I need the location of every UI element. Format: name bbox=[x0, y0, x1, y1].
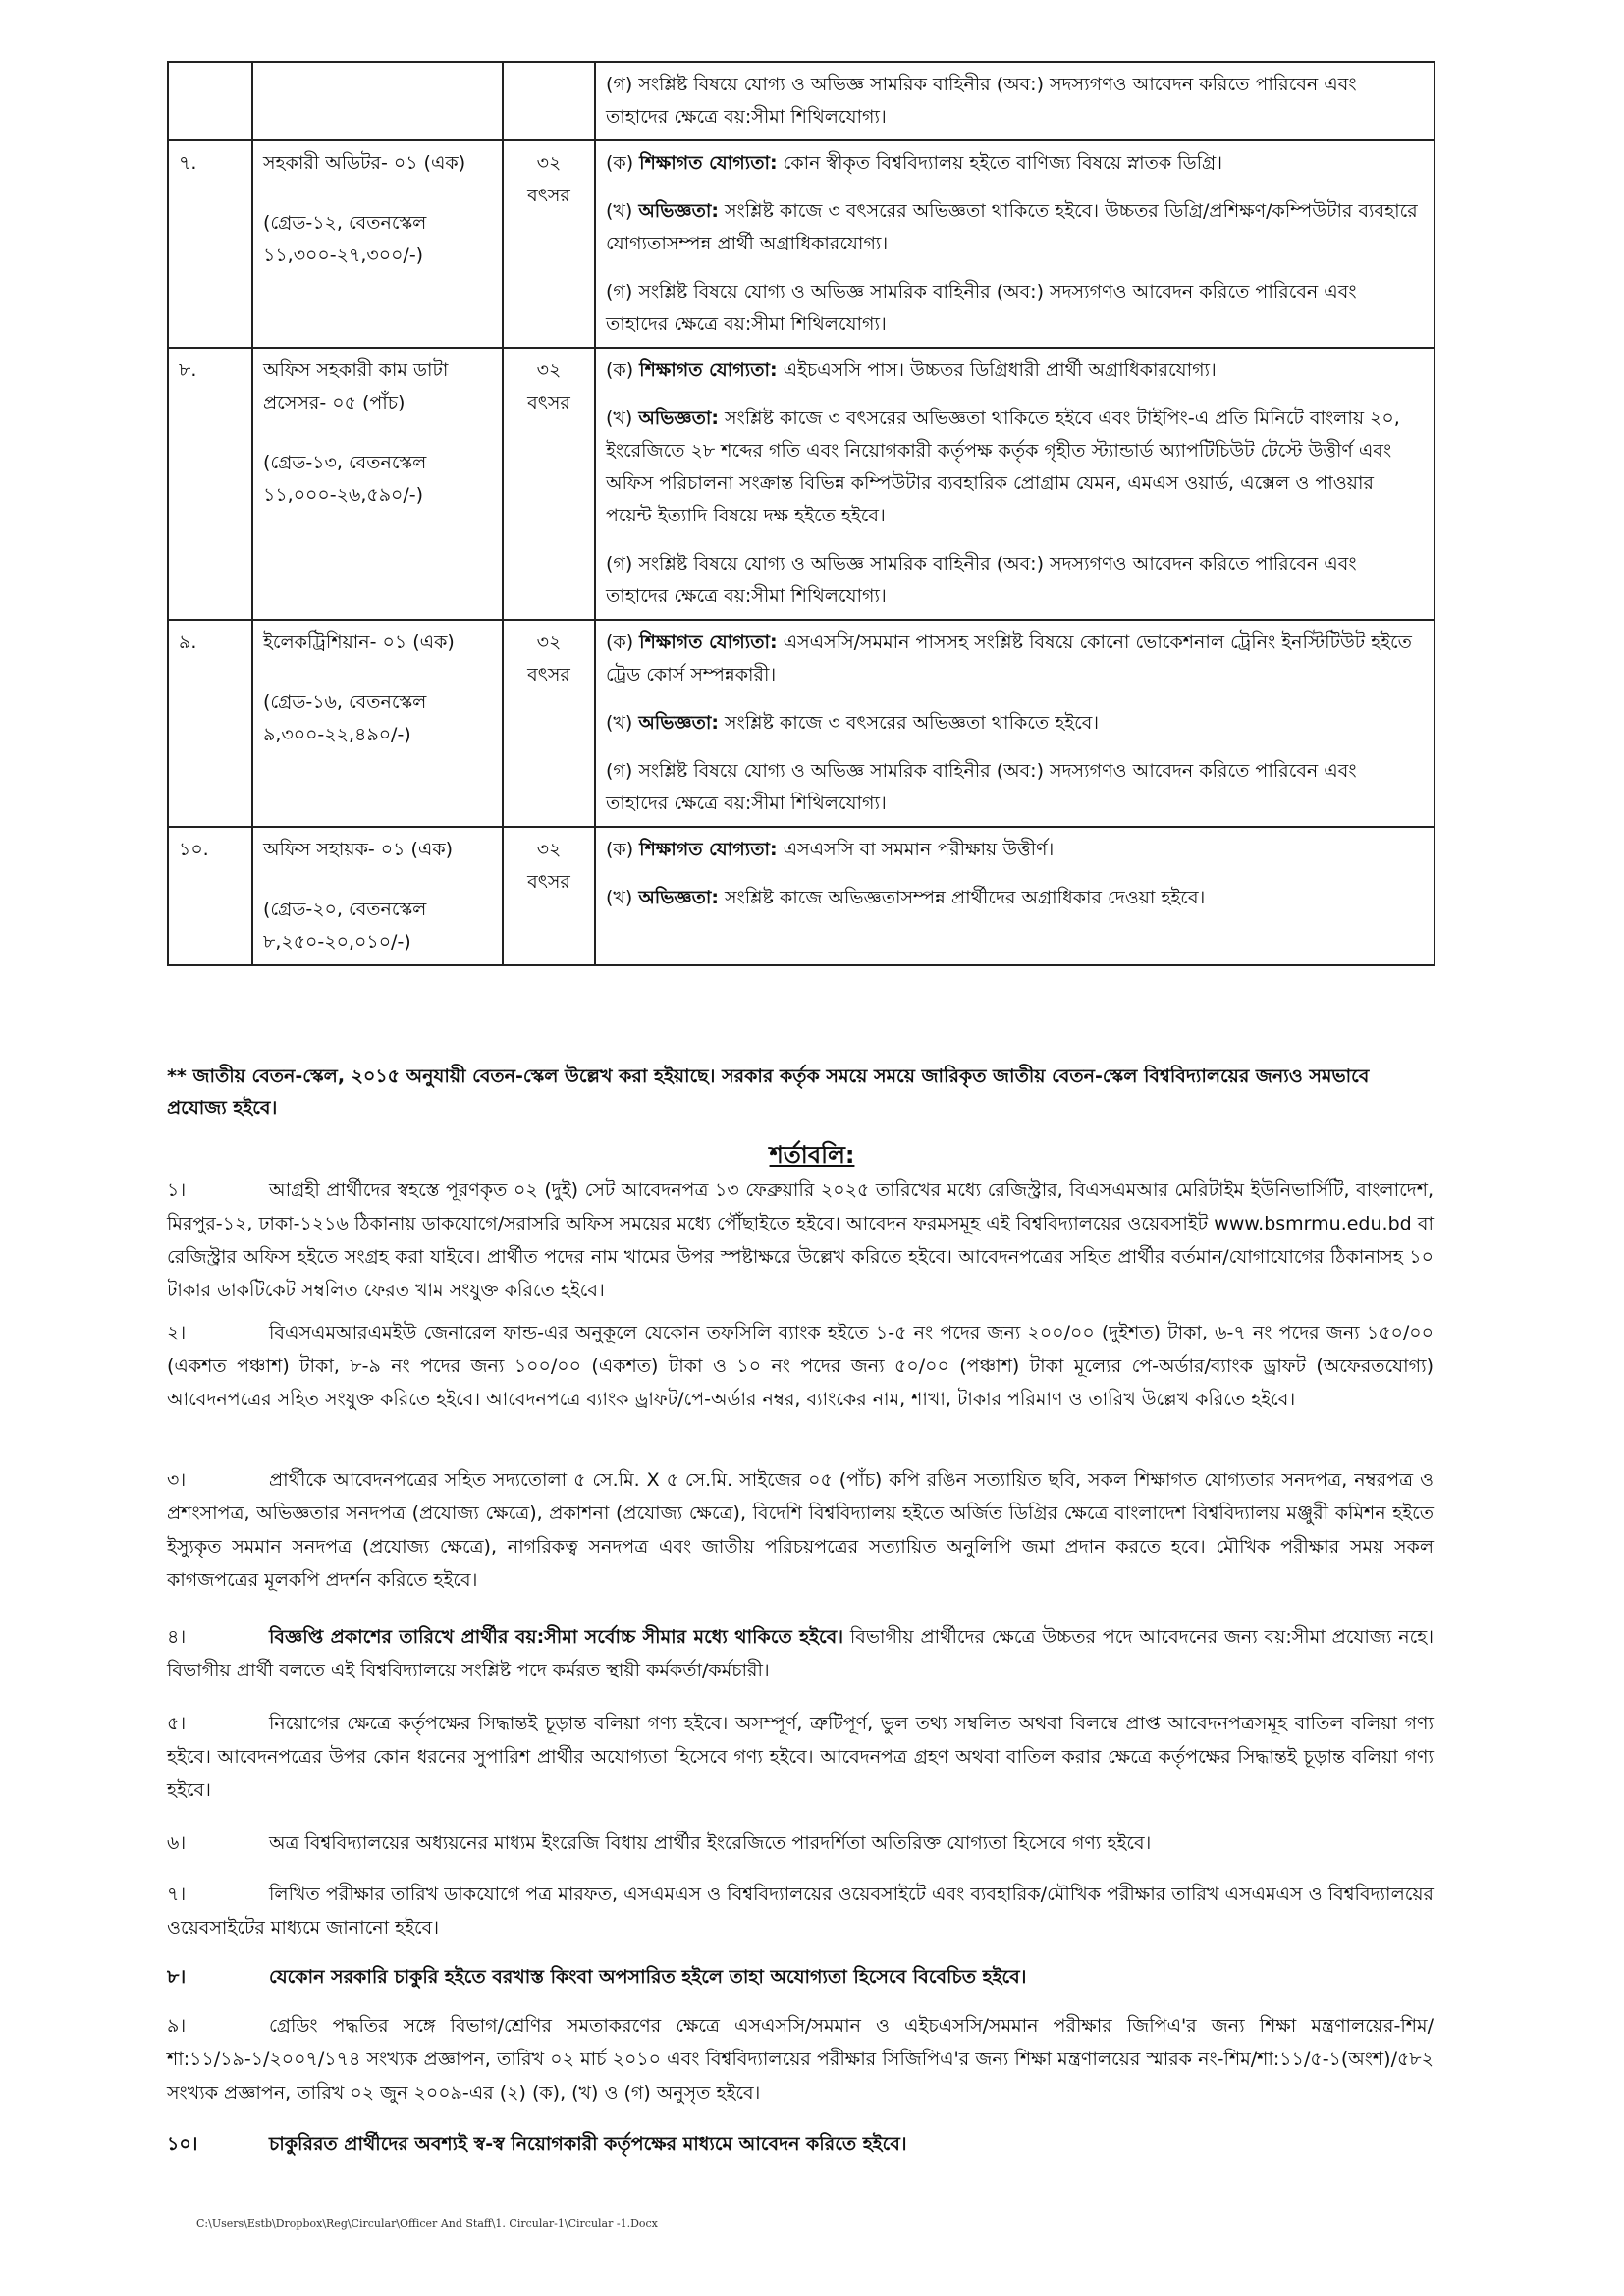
post-cell bbox=[252, 348, 503, 620]
age-cell bbox=[503, 62, 595, 140]
posts-table bbox=[167, 61, 1435, 966]
post-cell bbox=[252, 140, 503, 348]
requirement-text: (গ) সংশ্লিষ্ট বিষয়ে যোগ্য ও অভিজ্ঞ সামরিক বাহিনীর (অব:) সদস্যগণও আবেদন করিতে পারিবেন এবং তাহাদের ক্ষেত্রে বয়:সীমা শিথিলযোগ্য। bbox=[606, 281, 1357, 335]
requirement-text: (গ) সংশ্লিষ্ট বিষয়ে যোগ্য ও অভিজ্ঞ সামরিক বাহিনীর (অব:) সদস্যগণও আবেদন করিতে পারিবেন এবং তাহাদের ক্ষেত্রে বয়:সীমা শিথিলযোগ্য। bbox=[606, 553, 1357, 607]
file-path-footer: C:\Users\Estb\Dropbox\Reg\Circular\Officer And Staff\1. Circular-1\Circular -1.Docx bbox=[196, 2217, 658, 2230]
requirement-text: (ক) শিক্ষাগত যোগ্যতা: এসএসসি/সমমান পাসসহ সংশ্লিষ্ট বিষয়ে কোনো ভোকেশনাল ট্রেনিং ইনস্টিটিউট হইতে ট্রেড কোর্স সম্পন্নকারী। bbox=[606, 631, 1412, 685]
requirements-cell bbox=[595, 620, 1435, 827]
post-cell bbox=[252, 620, 503, 827]
post-title: ইলেকট্রিশিয়ান- ০১ (এক) bbox=[263, 631, 455, 653]
condition-number: ৭। bbox=[167, 1884, 187, 1905]
post-grade: (গ্রেড-১২, বেতনস্কেল ১১,৩০০-২৭,৩০০/-) bbox=[263, 212, 427, 266]
condition-9 bbox=[167, 2009, 1434, 2109]
table-row bbox=[168, 348, 1435, 620]
condition-7 bbox=[167, 1878, 1434, 1944]
requirements-cell bbox=[595, 62, 1435, 140]
condition-6 bbox=[167, 1827, 1434, 1860]
age-cell: ৩২ বৎসর bbox=[503, 827, 595, 965]
table-row bbox=[168, 62, 1435, 140]
condition-text: গ্রেডিং পদ্ধতির সঙ্গে বিভাগ/শ্রেণির সমতাকরণের ক্ষেত্রে এসএসসি/সমমান ও এইচএসসি/সমমান পরীক্ষার জিপিএ'র জন্য শিক্ষা মন্ত্রণালয়ের-শিম/শা:১১/১৯-১/২০০৭/১৭৪ সংখ্যক প্রজ্ঞাপন, তারিখ ০২ মার্চ ২০১০ এবং বিশ্ববিদ্যালয়ের পরীক্ষার সিজিপিএ'র জন্য শিক্ষা মন্ত্রণালয়ের স্মারক নং-শিম/শা:১১/৫-১(অংশ)/৫৮২ সংখ্যক প্রজ্ঞাপন, তারিখ ০২ জুন ২০০৯-এর (২) (ক), (খ) ও (গ) অনুসৃত হইবে। bbox=[167, 2015, 1434, 2104]
condition-number: ১০। bbox=[167, 2133, 198, 2155]
condition-text: বিএসএমআরএমইউ জেনারেল ফান্ড-এর অনুকূলে যেকোন তফসিলি ব্যাংক হইতে ১-৫ নং পদের জন্য ২০০/০০ (দুইশত) টাকা, ৬-৭ নং পদের জন্য ১৫০/০০ (একশত পঞ্চাশ) টাকা, ৮-৯ নং পদের জন্য ১০০/০০ (একশত) টাকা ও ১০ নং পদের জন্য ৫০/০০ (পঞ্চাশ) টাকা মূল্যের পে-অর্ডার/ব্যাংক ড্রাফট (অফেরতযোগ্য) আবেদনপত্রের সহিত সংযুক্ত করিতে হইবে। আবেদনপত্রে ব্যাংক ড্রাফট/পে-অর্ডার নম্বর, ব্যাংকের নাম, শাখা, টাকার পরিমাণ ও তারিখ উল্লেখ করিতে হইবে। bbox=[167, 1322, 1434, 1410]
requirement-text: (খ) অভিজ্ঞতা: সংশ্লিষ্ট কাজে ৩ বৎসরের অভিজ্ঞতা থাকিতে হইবে এবং টাইপিং-এ প্রতি মিনিটে বাংলায় ২০, ইংরেজিতে ২৮ শব্দের গতি এবং নিয়োগকারী কর্তৃপক্ষ কর্তৃক গৃহীত স্ট্যান্ডার্ড অ্যাপটিচিউট টেস্টে উত্তীর্ণ এবং অফিস পরিচালনা সংক্রান্ত বিভিন্ন কম্পিউটার ব্যবহারিক প্রোগ্রাম যেমন, এমএস ওয়ার্ড, এক্সেল ও পাওয়ার পয়েন্ট ইত্যাদি বিষয়ে দক্ষ হইতে হইবে। bbox=[606, 408, 1400, 526]
condition-text: যেকোন সরকারি চাকুরি হইতে বরখাস্ত কিংবা অপসারিত হইলে তাহা অযোগ্যতা হিসেবে বিবেচিত হইবে। bbox=[269, 1966, 1027, 1988]
post-title: অফিস সহকারী কাম ডাটা প্রসেসর- ০৫ (পাঁচ) bbox=[263, 359, 449, 413]
requirement-text: (গ) সংশ্লিষ্ট বিষয়ে যোগ্য ও অভিজ্ঞ সামরিক বাহিনীর (অব:) সদস্যগণও আবেদন করিতে পারিবেন এবং তাহাদের ক্ষেত্রে বয়:সীমা শিথিলযোগ্য। bbox=[606, 74, 1357, 128]
requirement-text: (ক) শিক্ষাগত যোগ্যতা: এসএসসি বা সমমান পরীক্ষায় উত্তীর্ণ। bbox=[606, 839, 1055, 860]
post-cell bbox=[252, 827, 503, 965]
pay-scale-note: ** জাতীয় বেতন-স্কেল, ২০১৫ অনুযায়ী বেতন-স্কেল উল্লেখ করা হইয়াছে। সরকার কর্তৃক সময়ে সময়ে জারিকৃত জাতীয় বেতন-স্কেল বিশ্ববিদ্যালয়ের জন্যও সমভাবে প্রযোজ্য হইবে। bbox=[167, 1066, 1370, 1119]
condition-text: অত্র বিশ্ববিদ্যালয়ের অধ্যয়নের মাধ্যম ইংরেজি বিধায় প্রার্থীর ইংরেজিতে পারদর্শিতা অতিরিক্ত যোগ্যতা হিসেবে গণ্য হইবে। bbox=[269, 1832, 1152, 1854]
condition-text: আগ্রহী প্রার্থীদের স্বহস্তে পূরণকৃত ০২ (দুই) সেট আবেদনপত্র ১৩ ফেব্রুয়ারি ২০২৫ তারিখের মধ্যে রেজিস্ট্রার, বিএসএমআর মেরিটাইম ইউনিভার্সিটি, বাংলাদেশ, মিরপুর-১২, ঢাকা-১২১৬ ঠিকানায় ডাকযোগে/সরাসরি অফিস সময়ের মধ্যে পৌঁছাইতে হইবে। আবেদন ফরমসমূহ এই বিশ্ববিদ্যালয়ের ওয়েবসাইট www.bsmrmu.edu.bd বা রেজিস্ট্রার অফিস হইতে সংগ্রহ করা যাইবে। প্রার্থীত পদের নাম খামের উপর স্পষ্টাক্ষরে উল্লেখ করিতে হইবে। আবেদনপত্রের সহিত প্রার্থীর বর্তমান/যোগাযোগের ঠিকানাসহ ১০ টাকার ডাকটিকেট সম্বলিত ফেরত খাম সংযুক্ত করিতে হইবে। bbox=[167, 1179, 1434, 1301]
post-grade: (গ্রেড-১৩, বেতনস্কেল ১১,০০০-২৬,৫৯০/-) bbox=[263, 452, 427, 506]
post-grade: (গ্রেড-২০, বেতনস্কেল ৮,২৫০-২০,০১০/-) bbox=[263, 899, 427, 953]
condition-number: ৩। bbox=[167, 1469, 187, 1491]
condition-5 bbox=[167, 1707, 1434, 1807]
condition-number: ৮। bbox=[167, 1966, 187, 1988]
requirement-text: (ক) শিক্ষাগত যোগ্যতা: এইচএসসি পাস। উচ্চতর ডিগ্রিধারী প্রার্থী অগ্রাধিকারযোগ্য। bbox=[606, 359, 1217, 381]
requirement-text: (গ) সংশ্লিষ্ট বিষয়ে যোগ্য ও অভিজ্ঞ সামরিক বাহিনীর (অব:) সদস্যগণও আবেদন করিতে পারিবেন এবং তাহাদের ক্ষেত্রে বয়:সীমা শিথিলযোগ্য। bbox=[606, 760, 1357, 814]
table-row bbox=[168, 620, 1435, 827]
post-title: অফিস সহায়ক- ০১ (এক) bbox=[263, 839, 454, 860]
serial-cell bbox=[168, 62, 252, 140]
condition-text-bold: বিজ্ঞপ্তি প্রকাশের তারিখে প্রার্থীর বয়:সীমা সর্বোচ্চ সীমার মধ্যে থাকিতে হইবে। bbox=[269, 1626, 844, 1648]
condition-text: নিয়োগের ক্ষেত্রে কর্তৃপক্ষের সিদ্ধান্তই চূড়ান্ত বলিয়া গণ্য হইবে। অসম্পূর্ণ, ত্রুটিপূর্ণ, ভুল তথ্য সম্বলিত অথবা বিলম্বে প্রাপ্ত আবেদনপত্রসমূহ বাতিল বলিয়া গণ্য হইবে। আবেদনপত্রের উপর কোন ধরনের সুপারিশ প্রার্থীর অযোগ্যতা হিসেবে গণ্য হইবে। আবেদনপত্র গ্রহণ অথবা বাতিল করার ক্ষেত্রে কর্তৃপক্ষের সিদ্ধান্তই চূড়ান্ত বলিয়া গণ্য হইবে। bbox=[167, 1713, 1434, 1801]
age-cell: ৩২ বৎসর bbox=[503, 348, 595, 620]
requirement-text: (খ) অভিজ্ঞতা: সংশ্লিষ্ট কাজে ৩ বৎসরের অভিজ্ঞতা থাকিতে হইবে। bbox=[606, 712, 1100, 734]
post-cell bbox=[252, 62, 503, 140]
post-title: সহকারী অডিটর- ০১ (এক) bbox=[263, 152, 466, 174]
requirements-cell bbox=[595, 348, 1435, 620]
condition-1 bbox=[167, 1174, 1434, 1307]
post-grade: (গ্রেড-১৬, বেতনস্কেল ৯,৩০০-২২,৪৯০/-) bbox=[263, 691, 427, 745]
requirement-text: (খ) অভিজ্ঞতা: সংশ্লিষ্ট কাজে ৩ বৎসরের অভিজ্ঞতা থাকিতে হইবে। উচ্চতর ডিগ্রি/প্রশিক্ষণ/কম্পিউটার ব্যবহারে যোগ্যতাসম্পন্ন প্রার্থী অগ্রাধিকারযোগ্য। bbox=[606, 200, 1418, 254]
requirement-text: (খ) অভিজ্ঞতা: সংশ্লিষ্ট কাজে অভিজ্ঞতাসম্পন্ন প্রার্থীদের অগ্রাধিকার দেওয়া হইবে। bbox=[606, 887, 1206, 908]
table-row bbox=[168, 827, 1435, 965]
condition-2 bbox=[167, 1316, 1434, 1416]
condition-number: ৬। bbox=[167, 1832, 187, 1854]
serial-cell: ৮. bbox=[168, 348, 252, 620]
condition-4 bbox=[167, 1620, 1434, 1687]
serial-cell: ১০. bbox=[168, 827, 252, 965]
condition-text: চাকুরিরত প্রার্থীদের অবশ্যই স্ব-স্ব নিয়োগকারী কর্তৃপক্ষের মাধ্যমে আবেদন করিতে হইবে। bbox=[269, 2133, 907, 2155]
condition-3 bbox=[167, 1463, 1434, 1597]
conditions-heading: শর্তাবলি: bbox=[769, 1141, 855, 1169]
serial-cell: ৭. bbox=[168, 140, 252, 348]
condition-number: ৪। bbox=[167, 1626, 187, 1648]
condition-number: ২। bbox=[167, 1322, 187, 1343]
table-row bbox=[168, 140, 1435, 348]
condition-text: বিভাগীয় প্রার্থীদের ক্ষেত্রে উচ্চতর পদে আবেদনের জন্য বয়:সীমা প্রযোজ্য নহে। বিভাগীয় প্রার্থী বলতে এই বিশ্ববিদ্যালয়ে সংশ্লিষ্ট পদে কর্মরত স্থায়ী কর্মকর্তা/কর্মচারী। bbox=[167, 1626, 1434, 1681]
requirement-text: (ক) শিক্ষাগত যোগ্যতা: কোন স্বীকৃত বিশ্ববিদ্যালয় হইতে বাণিজ্য বিষয়ে স্নাতক ডিগ্রি। bbox=[606, 152, 1223, 174]
condition-10 bbox=[167, 2127, 1434, 2160]
condition-number: ১। bbox=[167, 1179, 187, 1201]
requirements-cell bbox=[595, 140, 1435, 348]
age-cell: ৩২ বৎসর bbox=[503, 620, 595, 827]
serial-cell: ৯. bbox=[168, 620, 252, 827]
condition-text: লিখিত পরীক্ষার তারিখ ডাকযোগে পত্র মারফত, এসএমএস ও বিশ্ববিদ্যালয়ের ওয়েবসাইটে এবং ব্যবহারিক/মৌখিক পরীক্ষার তারিখ এসএমএস ও বিশ্ববিদ্যালয়ের ওয়েবসাইটের মাধ্যমে জানানো হইবে। bbox=[167, 1884, 1434, 1939]
condition-text: প্রার্থীকে আবেদনপত্রের সহিত সদ্যতোলা ৫ সে.মি. X ৫ সে.মি. সাইজের ০৫ (পাঁচ) কপি রঙিন সত্যায়িত ছবি, সকল শিক্ষাগত যোগ্যতার সনদপত্র, নম্বরপত্র ও প্রশংসাপত্র, অভিজ্ঞতার সনদপত্র (প্রযোজ্য ক্ষেত্রে), প্রকাশনা (প্রযোজ্য ক্ষেত্রে), বিদেশি বিশ্ববিদ্যালয় হইতে অর্জিত ডিগ্রির ক্ষেত্রে বাংলাদেশ বিশ্ববিদ্যালয় মঞ্জুরী কমিশন হইতে ইস্যুকৃত সমমান সনদপত্র (প্রযোজ্য ক্ষেত্রে), নাগরিকত্ব সনদপত্র এবং জাতীয় পরিচয়পত্রের সত্যায়িত অনুলিপি জমা প্রদান করতে হবে। মৌখিক পরীক্ষার সময় সকল কাগজপত্রের মূলকপি প্রদর্শন করিতে হইবে। bbox=[167, 1469, 1434, 1591]
condition-number: ৫। bbox=[167, 1713, 187, 1734]
condition-8 bbox=[167, 1960, 1434, 1994]
age-cell: ৩২ বৎসর bbox=[503, 140, 595, 348]
condition-number: ৯। bbox=[167, 2015, 187, 2037]
requirements-cell bbox=[595, 827, 1435, 965]
